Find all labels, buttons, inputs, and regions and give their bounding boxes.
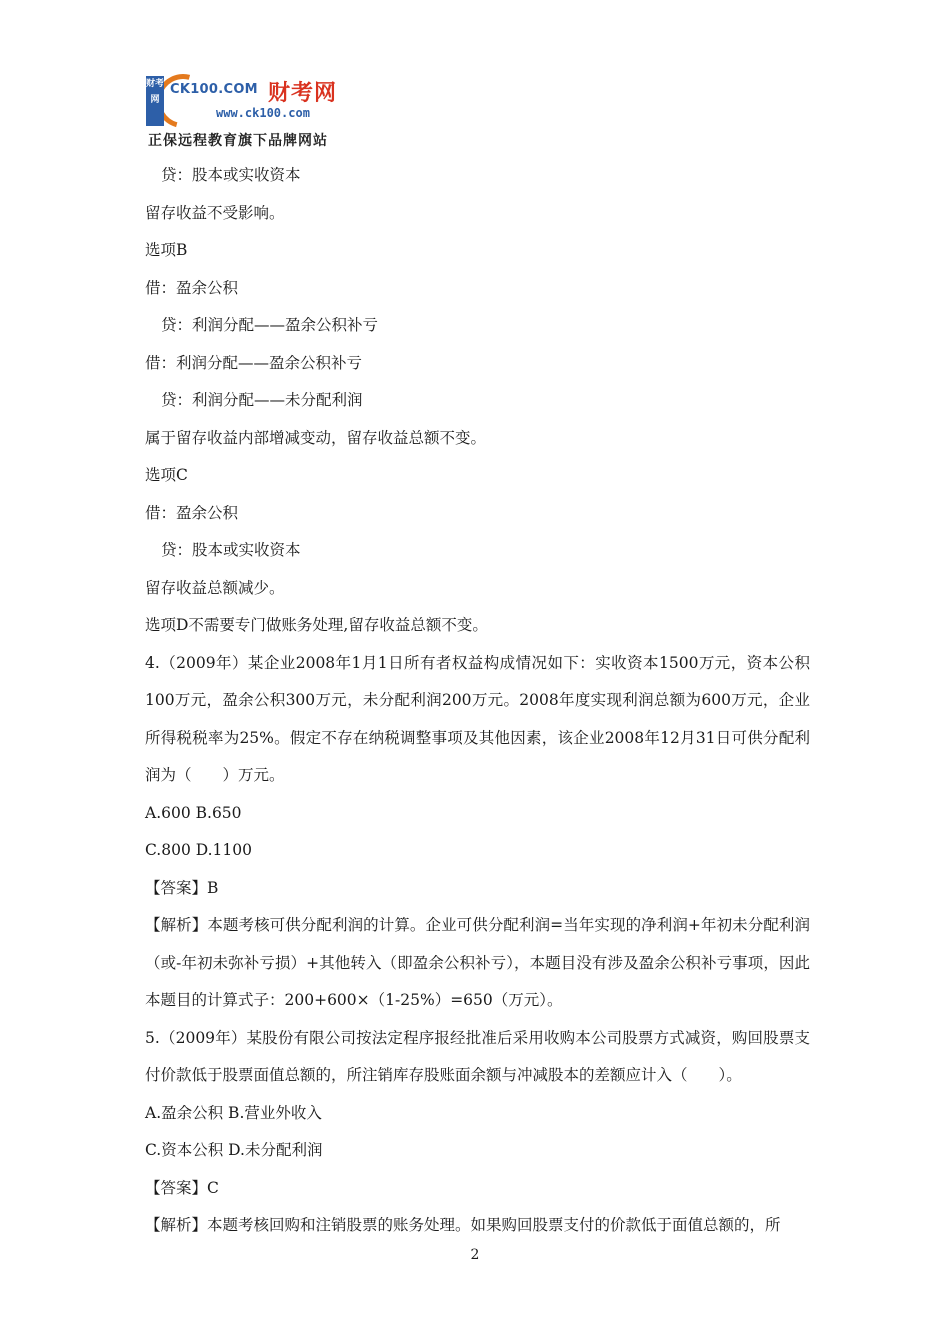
options-line: A.盈余公积 B.营业外收入 xyxy=(145,1103,322,1122)
options-line: C.资本公积 D.未分配利润 xyxy=(145,1141,323,1159)
question-4: 4.（2009年）某企业2008年1月1日所有者权益构成情况如下：实收资本1500万元，资本公积100万元，盈余公积300万元，未分配利润200万元。2008年度实现利润总额为600万元，企业所得税税率为25%。假定不存在纳税调整事项及其他因素，该企业2008年12月31日可供分配利润为（ ）万元。 xyxy=(145,653,810,784)
text-line: 留存收益不受影响。 xyxy=(145,203,285,222)
options-line: A.600 B.650 xyxy=(145,803,242,822)
text-line: 贷：股本或实收资本 xyxy=(161,166,301,184)
text-line: 选项B xyxy=(145,241,188,259)
logo-slogan: 正保远程教育旗下品牌网站 xyxy=(148,133,328,149)
text-line: 贷：股本或实收资本 xyxy=(161,541,301,559)
site-logo xyxy=(146,74,351,150)
explanation-paragraph: 【解析】本题考核回购和注销股票的账务处理。如果购回股票支付的价款低于面值总额的，所 xyxy=(145,1216,781,1234)
answer-line: 【答案】C xyxy=(145,1178,219,1197)
answer-line: 【答案】B xyxy=(145,878,219,897)
page-number: 2 xyxy=(470,1247,480,1263)
question-5: 5.（2009年）某股份有限公司按法定程序报经批准后采用收购本公司股票方式减资，购回股票支付价款低于股票面值总额的，所注销库存股账面余额与冲减股本的差额应计入（ ）。 xyxy=(145,1028,810,1084)
logo-badge: 财考网 xyxy=(146,76,164,126)
text-line: 选项C xyxy=(145,466,188,484)
text-line: 属于留存收益内部增减变动，留存收益总额不变。 xyxy=(145,428,487,447)
text-line: 借：利润分配——盈余公积补亏 xyxy=(145,353,363,372)
text-line: 留存收益总额减少。 xyxy=(145,578,285,597)
text-line: 借：盈余公积 xyxy=(145,503,239,522)
logo-domain: CK100.COM xyxy=(170,82,258,97)
explanation-paragraph: 【解析】本题考核可供分配利润的计算。企业可供分配利润=当年实现的净利润+年初未分配利润（或-年初未弥补亏损）+其他转入（即盈余公积补亏），本题目没有涉及盈余公积补亏事项，因此本题目的计算式子：200+600×（1-25%）=650（万元）。 xyxy=(145,916,810,1009)
logo-url: www.ck100.com xyxy=(216,106,310,120)
text-line: 贷：利润分配——未分配利润 xyxy=(161,391,363,409)
text-line: 选项D不需要专门做账务处理,留存收益总额不变。 xyxy=(145,616,488,634)
text-line: 贷：利润分配——盈余公积补亏 xyxy=(161,316,379,334)
logo-name: 财考网 xyxy=(268,81,338,106)
options-line: C.800 D.1100 xyxy=(145,841,252,859)
document-body xyxy=(145,157,810,1245)
text-line: 借：盈余公积 xyxy=(145,278,239,297)
